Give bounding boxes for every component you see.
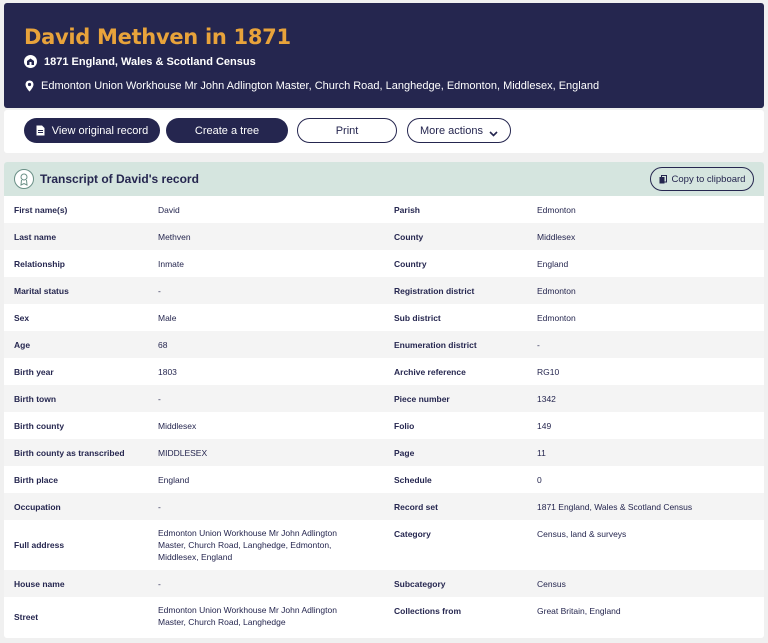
view-original-record-button[interactable]: View original record [24, 118, 160, 143]
field-label: Birth year [14, 367, 54, 377]
field-label: Category [394, 529, 431, 539]
field-value: 149 [537, 421, 552, 431]
field-value: Census [537, 579, 566, 589]
record-address: Edmonton Union Workhouse Mr John Adlington Master, Church Road, Langhedge, Edmonton, Middlesex, England [41, 79, 600, 92]
field-value: - [158, 394, 161, 404]
copy-icon [659, 175, 667, 184]
field-label: County [394, 232, 424, 242]
print-button[interactable]: Print [297, 118, 397, 143]
field-value: MIDDLESEX [158, 448, 208, 458]
field-value: Great Britain, England [537, 606, 621, 616]
field-value: - [158, 502, 161, 512]
census-name: 1871 England, Wales & Scotland Census [44, 55, 256, 68]
table-row [4, 223, 764, 250]
table-row [4, 250, 764, 277]
location-pin-icon [24, 79, 34, 92]
field-label: Record set [394, 502, 438, 512]
field-value: Census, land & surveys [537, 529, 627, 539]
table-row [4, 196, 764, 223]
field-label: Full address [14, 540, 65, 550]
transcript-title: Transcript of David's record [40, 172, 199, 186]
field-label: Registration district [394, 286, 475, 296]
field-label: Enumeration district [394, 340, 477, 350]
field-value: Edmonton Union Workhouse Mr John Adlington Master, Church Road, Langhedge [158, 605, 337, 627]
field-label: Birth county as transcribed [14, 448, 125, 458]
table-row [4, 570, 764, 597]
field-label: First name(s) [14, 205, 68, 215]
table-row [4, 412, 764, 439]
field-label: Occupation [14, 502, 61, 512]
field-label: Piece number [394, 394, 450, 404]
field-value: - [158, 579, 161, 589]
census-line [24, 55, 256, 68]
chevron-down-icon [489, 128, 498, 134]
field-label: Folio [394, 421, 415, 431]
field-value: 1871 England, Wales & Scotland Census [537, 502, 693, 512]
field-label: House name [14, 579, 65, 589]
address-line [24, 79, 599, 92]
field-label: Street [14, 612, 39, 622]
field-value: Edmonton [537, 205, 576, 215]
transcript-icon [14, 169, 34, 189]
field-value: Edmonton Union Workhouse Mr John Adlington Master, Church Road, Langhedge, Edmonton, Middlesex, England [158, 528, 337, 562]
field-label: Last name [14, 232, 57, 242]
census-icon [24, 55, 37, 68]
field-value: David [158, 205, 180, 215]
document-icon [36, 125, 45, 136]
field-value: - [537, 340, 540, 350]
table-row [4, 520, 764, 570]
field-value: 11 [537, 448, 546, 458]
field-value: Edmonton [537, 313, 576, 323]
page-title: David Methven in 1871 [24, 25, 291, 49]
field-label: Archive reference [394, 367, 466, 377]
field-value: Middlesex [158, 421, 197, 431]
field-label: Parish [394, 205, 420, 215]
field-value: England [158, 475, 190, 485]
field-label: Page [394, 448, 415, 458]
field-value: - [158, 286, 161, 296]
transcript-header [4, 162, 764, 196]
record-header [4, 3, 764, 108]
field-value: 0 [537, 475, 542, 485]
table-row [4, 466, 764, 493]
field-value: England [537, 259, 569, 269]
field-label: Collections from [394, 606, 462, 616]
field-label: Schedule [394, 475, 432, 485]
field-label: Birth county [14, 421, 65, 431]
table-row [4, 385, 764, 412]
field-label: Subcategory [394, 579, 446, 589]
field-value: 68 [158, 340, 168, 350]
field-label: Country [394, 259, 427, 269]
field-value: 1342 [537, 394, 556, 404]
transcript-panel [4, 162, 764, 638]
field-label: Sex [14, 313, 30, 323]
field-label: Relationship [14, 259, 66, 269]
copy-to-clipboard-button[interactable]: Copy to clipboard [650, 167, 754, 191]
create-tree-button[interactable]: Create a tree [166, 118, 288, 143]
table-row [4, 493, 764, 520]
table-row [4, 439, 764, 466]
field-label: Birth town [14, 394, 57, 404]
field-label: Age [14, 340, 31, 350]
field-value: Inmate [158, 259, 184, 269]
field-value: Methven [158, 232, 191, 242]
field-label: Sub district [394, 313, 441, 323]
table-row [4, 304, 764, 331]
table-row [4, 597, 764, 637]
field-label: Birth place [14, 475, 58, 485]
more-actions-button[interactable]: More actions [407, 118, 511, 143]
action-bar [4, 110, 764, 153]
field-value: Male [158, 313, 177, 323]
field-value: Edmonton [537, 286, 576, 296]
table-row [4, 331, 764, 358]
table-row [4, 358, 764, 385]
field-value: Middlesex [537, 232, 576, 242]
table-row [4, 277, 764, 304]
field-label: Marital status [14, 286, 69, 296]
field-value: RG10 [537, 367, 560, 377]
field-value: 1803 [158, 367, 177, 377]
